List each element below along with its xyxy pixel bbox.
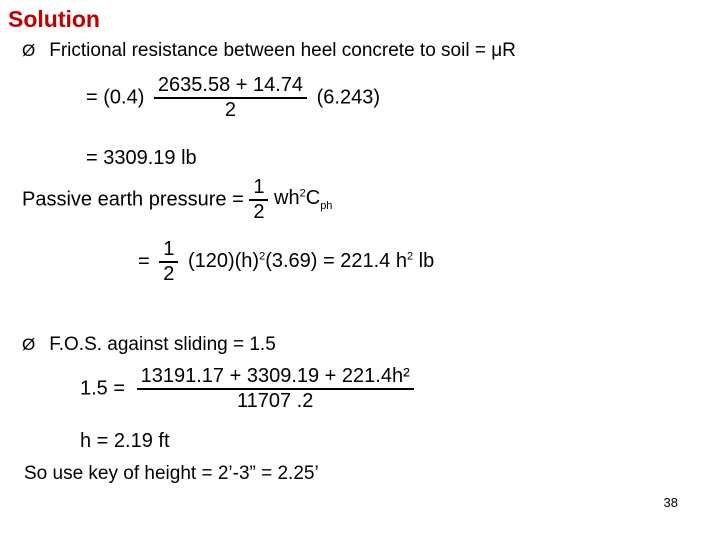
friction-bullet — [22, 40, 516, 62]
fos-eq-lhs: 1.5 = — [80, 377, 126, 400]
passive-eq2-fraction — [159, 238, 178, 286]
friction-equation-1 — [86, 74, 380, 122]
friction-text: Frictional resistance between heel concrete to soil = μR — [49, 40, 516, 61]
fos-text: F.O.S. against sliding = 1.5 — [49, 334, 276, 355]
eq1-fraction — [154, 74, 307, 122]
arrow-bullet-icon: Ø — [22, 335, 36, 354]
passive-term-sup: 2 — [299, 187, 306, 200]
eq1-rhs: (6.243) — [316, 86, 380, 109]
passive-eq2-sup: 2 — [259, 250, 266, 263]
conclusion-text: So use key of height = 2’-3” = 2.25’ — [24, 463, 319, 484]
page-number: 38 — [663, 495, 678, 510]
passive-term-sub: ph — [320, 200, 333, 213]
passive-eq2-body — [188, 250, 434, 272]
passive-eq2-body-text: (120)(h) — [187, 250, 260, 273]
slide-title: Solution — [8, 6, 100, 32]
passive-equation — [22, 176, 332, 224]
friction-equation-2: = 3309.19 lb — [86, 147, 197, 169]
passive-fraction — [249, 176, 268, 224]
eq1-denominator: 2 — [224, 98, 237, 121]
passive-term-c: C — [305, 187, 321, 210]
fos-bullet — [22, 334, 276, 356]
passive-equation-2 — [138, 238, 434, 286]
passive-eq2-sup2: 2 — [406, 250, 414, 263]
passive-term — [274, 187, 333, 213]
passive-eq2-denominator: 2 — [163, 262, 175, 285]
arrow-bullet-icon: Ø — [22, 41, 36, 60]
eq1-lhs: = (0.4) — [86, 86, 145, 109]
eq1-numerator: 2635.58 + 14.74 — [157, 74, 304, 96]
fos-result: h = 2.19 ft — [80, 430, 170, 452]
fos-equation — [80, 365, 414, 413]
passive-term-wh: wh — [274, 187, 300, 210]
passive-eq2-lhs: = — [138, 250, 150, 273]
passive-eq2-mid: (3.69) = 221.4 h — [265, 250, 407, 273]
passive-denominator: 2 — [253, 200, 265, 223]
fos-numerator: 13191.17 + 3309.19 + 221.4h² — [140, 365, 410, 387]
fos-fraction — [137, 365, 414, 413]
passive-label: Passive earth pressure = — [22, 188, 244, 211]
passive-numerator: 1 — [253, 176, 265, 198]
fos-denominator: 11707 .2 — [236, 389, 314, 412]
passive-eq2-numerator: 1 — [163, 238, 175, 260]
passive-eq2-unit: lb — [418, 250, 435, 273]
